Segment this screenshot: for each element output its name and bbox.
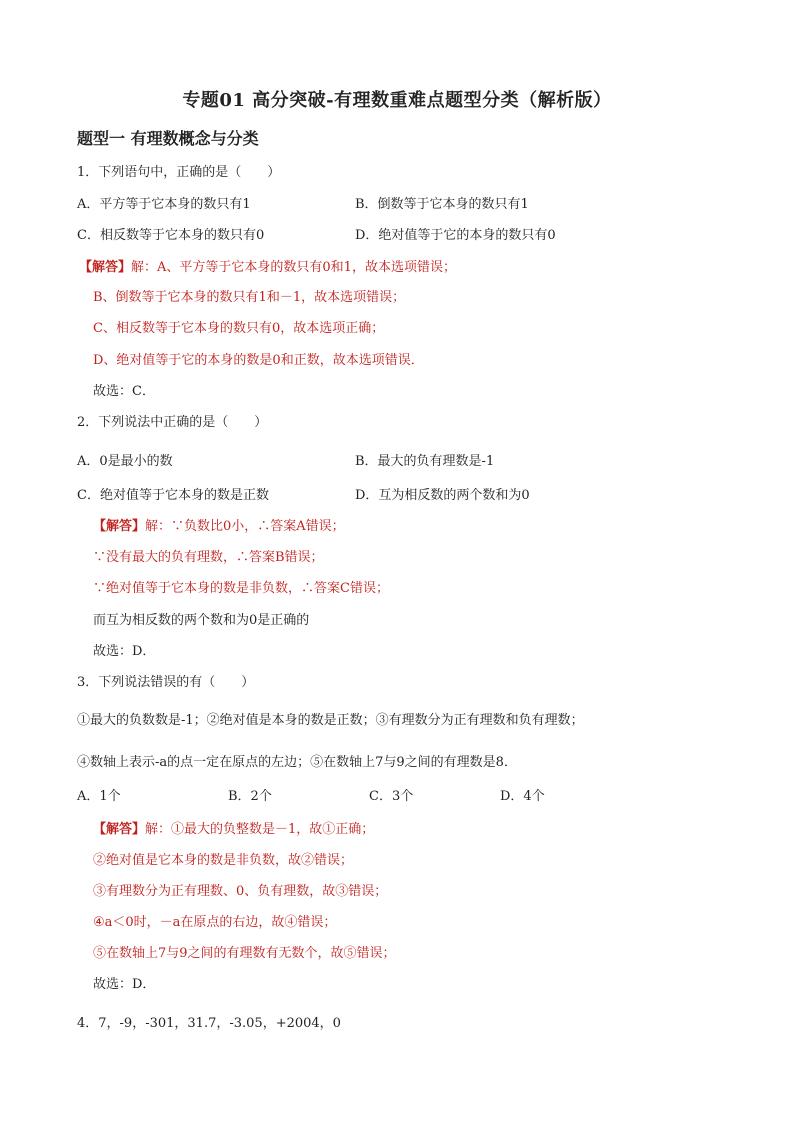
answer-line: 解：①最大的负整数是－1，故①正确； <box>145 822 375 837</box>
answer-line: C、相反数等于它本身的数只有0，故本选项正确； <box>93 321 385 336</box>
question-1-option-a: A．平方等于它本身的数只有1 <box>77 197 251 212</box>
answer-line: 解：∵负数比0小，∴答案A错误； <box>145 519 345 534</box>
question-2-option-d: D．互为相反数的两个数和为0 <box>355 488 530 503</box>
question-3-statements-1: ①最大的负数数是-1；②绝对值是本身的数是正数；③有理数分为正有理数和负有理数； <box>77 713 584 728</box>
section-heading: 题型一 有理数概念与分类 <box>77 129 259 148</box>
answer-line: ②绝对值是它本身的数是非负数，故②错误； <box>93 853 354 868</box>
answer-label: 【解答】 <box>93 822 146 837</box>
answer-line: ④a＜0时，－a在原点的右边，故④错误； <box>93 915 337 930</box>
question-2-option-c: C．绝对值等于它本身的数是正数 <box>77 488 269 503</box>
question-3-option-c: C．3个 <box>369 789 414 804</box>
answer-line: ③有理数分为正有理数、0、负有理数，故③错误； <box>93 884 388 899</box>
answer-line: D、绝对值等于它的本身的数是0和正数，故本选项错误． <box>93 353 424 368</box>
answer-label: 【解答】 <box>93 519 146 534</box>
answer-line: 而互为相反数的两个数和为0是正确的 <box>93 613 310 628</box>
question-1-option-c: C．相反数等于它本身的数只有0 <box>77 228 265 243</box>
answer-choice: 故选：D． <box>93 644 156 659</box>
answer-line: B、倒数等于它本身的数只有1和－1，故本选项错误； <box>93 290 406 305</box>
answer-line: ∵绝对值等于它本身的数是非负数，∴答案C错误； <box>93 581 389 596</box>
answer-line: 解：A、平方等于它本身的数只有0和1，故本选项错误； <box>131 260 456 275</box>
question-2-answer <box>93 518 345 536</box>
question-2-option-a: A．0是最小的数 <box>77 454 173 469</box>
answer-choice: 故选：C． <box>93 384 155 399</box>
answer-line: ⑤在数轴上7与9之间的有理数有无数个，故⑤错误； <box>93 946 396 961</box>
answer-line: ∵没有最大的负有理数，∴答案B错误； <box>93 550 324 565</box>
question-3-stem: 3．下列说法错误的有（ ） <box>77 675 255 690</box>
question-1-answer <box>79 259 456 277</box>
question-1-option-d: D．绝对值等于它的本身的数只有0 <box>355 228 556 243</box>
question-2-option-b: B．最大的负有理数是-1 <box>355 454 495 469</box>
question-1-option-b: B．倒数等于它本身的数只有1 <box>355 197 529 212</box>
question-3-statements-2: ④数轴上表示-a的点一定在原点的左边；⑤在数轴上7与9之间的有理数是8． <box>77 755 517 770</box>
question-3-option-a: A．1个 <box>77 789 121 804</box>
question-2-stem: 2．下列说法中正确的是（ ） <box>77 415 268 430</box>
page-title: 专题01 高分突破-有理数重难点题型分类（解析版） <box>182 90 612 111</box>
answer-choice: 故选：D． <box>93 977 156 992</box>
answer-label: 【解答】 <box>79 260 132 275</box>
question-3-option-d: D．4个 <box>500 789 545 804</box>
question-1-stem: 1．下列语句中，正确的是（ ） <box>77 165 281 180</box>
question-4-stem: 4．7，-9，-301，31.7，-3.05，+2004，0 <box>77 1016 341 1031</box>
question-3-answer <box>93 821 374 839</box>
question-3-option-b: B．2个 <box>228 789 272 804</box>
